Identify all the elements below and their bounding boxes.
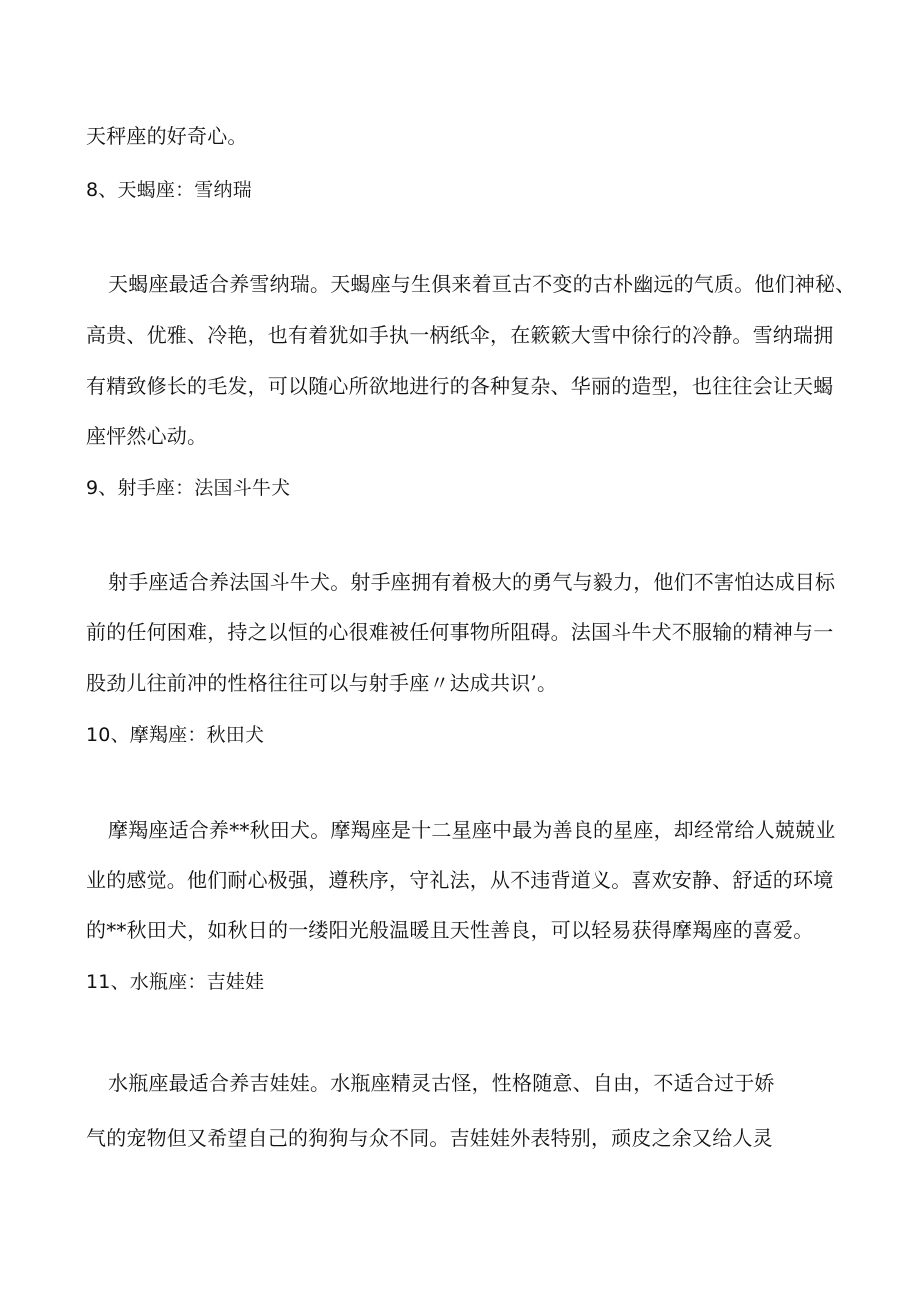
section-heading-scorpio: 8、天蝎座：雪纳瑞 xyxy=(86,179,252,201)
paragraph-line: 水瓶座最适合养吉娃娃。水瓶座精灵古怪，性格随意、自由，不适合过于娇 xyxy=(108,1071,775,1095)
paragraph-line: 摩羯座适合养**秋田犬。摩羯座是十二星座中最为善良的星座，却经常给人兢兢业 xyxy=(108,818,836,842)
paragraph-line: 气的宠物但又希望自己的狗狗与众不同。吉娃娃外表特别，顽皮之余又给人灵 xyxy=(86,1126,773,1150)
paragraph-line: 前的任何困难，持之以恒的心很难被任何事物所阻碍。法国斗牛犬不服输的精神与一 xyxy=(86,620,834,644)
carry-over-text: 天秤座的好奇心。 xyxy=(86,124,248,148)
paragraph-line: 的**秋田犬，如秋日的一缕阳光般温暖且天性善良，可以轻易获得摩羯座的喜爱。 xyxy=(86,918,814,942)
paragraph-line: 天蝎座最适合养雪纳瑞。天蝎座与生俱来着亘古不变的古朴幽远的气质。他们神秘、 xyxy=(108,272,856,296)
paragraph-line: 高贵、优雅、冷艳，也有着犹如手执一柄纸伞，在簌簌大雪中徐行的冷静。雪纳瑞拥 xyxy=(86,323,834,347)
paragraph-line: 座怦然心动。 xyxy=(86,424,208,448)
paragraph-line: 股劲儿往前冲的性格往往可以与射手座〃达成共识’。 xyxy=(86,671,558,695)
paragraph-line: 有精致修长的毛发，可以随心所欲地进行的各种复杂、华丽的造型，也往往会让天蝎 xyxy=(86,374,834,398)
paragraph-line: 业的感觉。他们耐心极强，遵秩序，守礼法，从不违背道义。喜欢安静、舒适的环境 xyxy=(86,868,834,892)
section-heading-sagittarius: 9、射手座：法国斗牛犬 xyxy=(86,477,291,499)
section-heading-capricorn: 10、摩羯座：秋田犬 xyxy=(86,724,265,746)
paragraph-line: 射手座适合养法国斗牛犬。射手座拥有着极大的勇气与毅力，他们不害怕达成目标 xyxy=(108,570,836,594)
section-heading-aquarius: 11、水瓶座：吉娃娃 xyxy=(86,971,265,993)
